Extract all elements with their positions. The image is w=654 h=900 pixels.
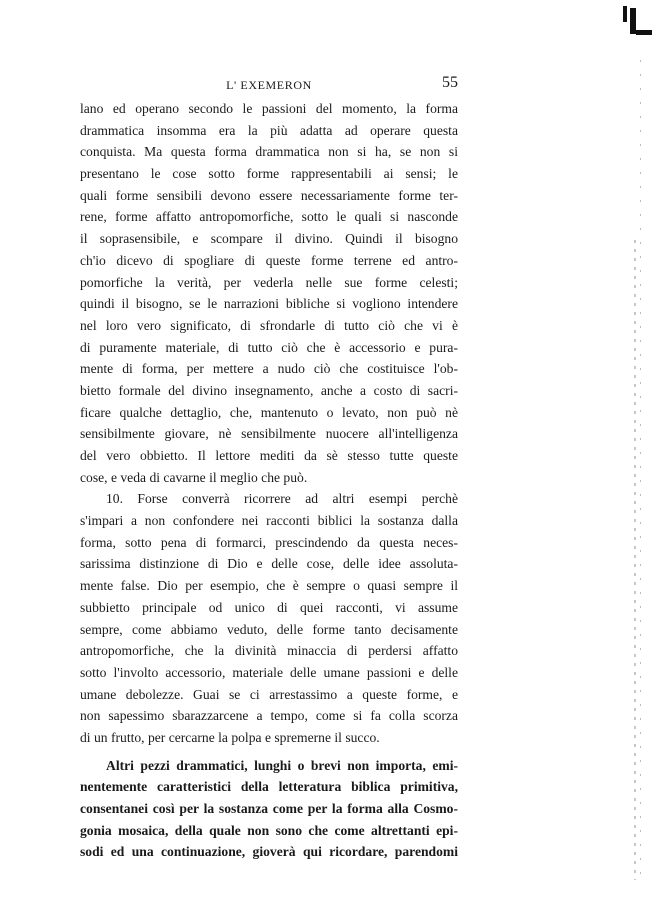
text-line: presentano le cose sotto forme rappresentabili ai sensi; le <box>80 166 458 182</box>
text-line: nel loro vero significato, di sfrondarle di tutto ciò che vi è <box>80 317 458 333</box>
scan-edge-shadow <box>640 60 641 880</box>
page-number: 55 <box>442 74 458 91</box>
text-line: ficare qualche dettaglio, che, mantenuto o levato, non può nè <box>80 404 458 420</box>
text-line: Altri pezzi drammatici, lunghi o brevi non importa, emi- <box>106 757 458 773</box>
paragraph-1 <box>80 98 458 488</box>
scan-edge-shadow <box>634 240 636 880</box>
text-line: sarissima distinzione di Dio e delle cose, delle idee assoluta- <box>80 556 458 572</box>
scan-edge-mark <box>623 6 627 22</box>
text-line: 10. Forse converrà ricorrere ad altri esempi perchè <box>106 491 458 507</box>
text-line: di puramente materiale, di tutto ciò che è accessorio e pura- <box>80 339 458 355</box>
text-line: quindi il bisogno, se le narrazioni bibliche si vogliono intendere <box>80 296 458 312</box>
text-line: s'impari a non confondere nei racconti biblici la sostanza dalla <box>80 513 458 529</box>
text-line: nentemente caratteristici della letteratura biblica primitiva, <box>80 779 458 795</box>
text-line: mente false. Dio per esempio, che è sempre o quasi sempre il <box>80 578 458 594</box>
text-line: pomorfiche la verità, per vederla nelle sue forme celesti; <box>80 274 458 290</box>
text-line: forma, sotto pena di formarci, prescindendo da questa neces- <box>80 534 458 550</box>
page-header <box>80 74 458 96</box>
text-line: del vero obbietto. Il lettore mediti da sè stesso tutte queste <box>80 448 458 463</box>
text-line: umane debolezze. Guai se ci arrestassimo a queste forme, e <box>80 686 458 702</box>
text-line: sotto l'involto accessorio, materiale delle umane passioni e delle <box>80 664 458 680</box>
running-title: L' EXEMERON <box>226 78 312 92</box>
text-line: bietto formale del divino insegnamento, anche a costo di sacri- <box>80 382 458 398</box>
text-line: sodi ed una continuazione, gioverà qui ricordare, parendomi <box>80 844 458 860</box>
text-line: il soprasensibile, e scompare il divino. Quindi il bisogno <box>80 231 458 247</box>
text-line: rene, forme affatto antropomorfiche, sotto le quali si nasconde <box>80 209 458 225</box>
text-line: cose, e veda di cavarne il meglio che può. <box>80 469 308 485</box>
text-line: ch'io dicevo di spogliare di queste forme terrene ed antro- <box>80 252 458 268</box>
text-line: consentanei così per la sostanza come per la forma alla Cosmo- <box>80 801 458 816</box>
text-line: sensibilmente giovare, nè sensibilmente nuocere all'intelligenza <box>80 426 458 442</box>
paragraph-3 <box>80 755 458 863</box>
text-line: drammatica insomma era la più adatta ad operare questa <box>80 122 458 138</box>
text-line: sempre, come abbiamo veduto, delle forme tanto decisamente <box>80 621 458 637</box>
text-line: subbietto principale od unico di quei racconti, vi assume <box>80 599 458 615</box>
paragraph-2 <box>80 488 458 748</box>
text-line: antropomorfiche, che la divinità minaccia di perdersi affatto <box>80 643 458 659</box>
body-text <box>80 98 458 863</box>
text-line: lano ed operano secondo le passioni del momento, la forma <box>80 101 458 116</box>
text-line: di un frutto, per cercarne la polpa e spremerne il succo. <box>80 729 380 745</box>
scan-edge-mark <box>636 30 652 35</box>
text-line: conquista. Ma questa forma drammatica non si ha, se non si <box>80 144 458 160</box>
text-line: gonia mosaica, della quale non sono che come altrettanti epi- <box>80 822 458 838</box>
text-line: non sapessimo sbarazzarcene a tempo, come si fa colla scorza <box>80 708 458 724</box>
text-line: mente di forma, per mettere a nudo ciò che costituisce l'ob- <box>80 361 458 377</box>
text-line: quali forme sensibili devono essere necessariamente forme ter- <box>80 187 458 203</box>
